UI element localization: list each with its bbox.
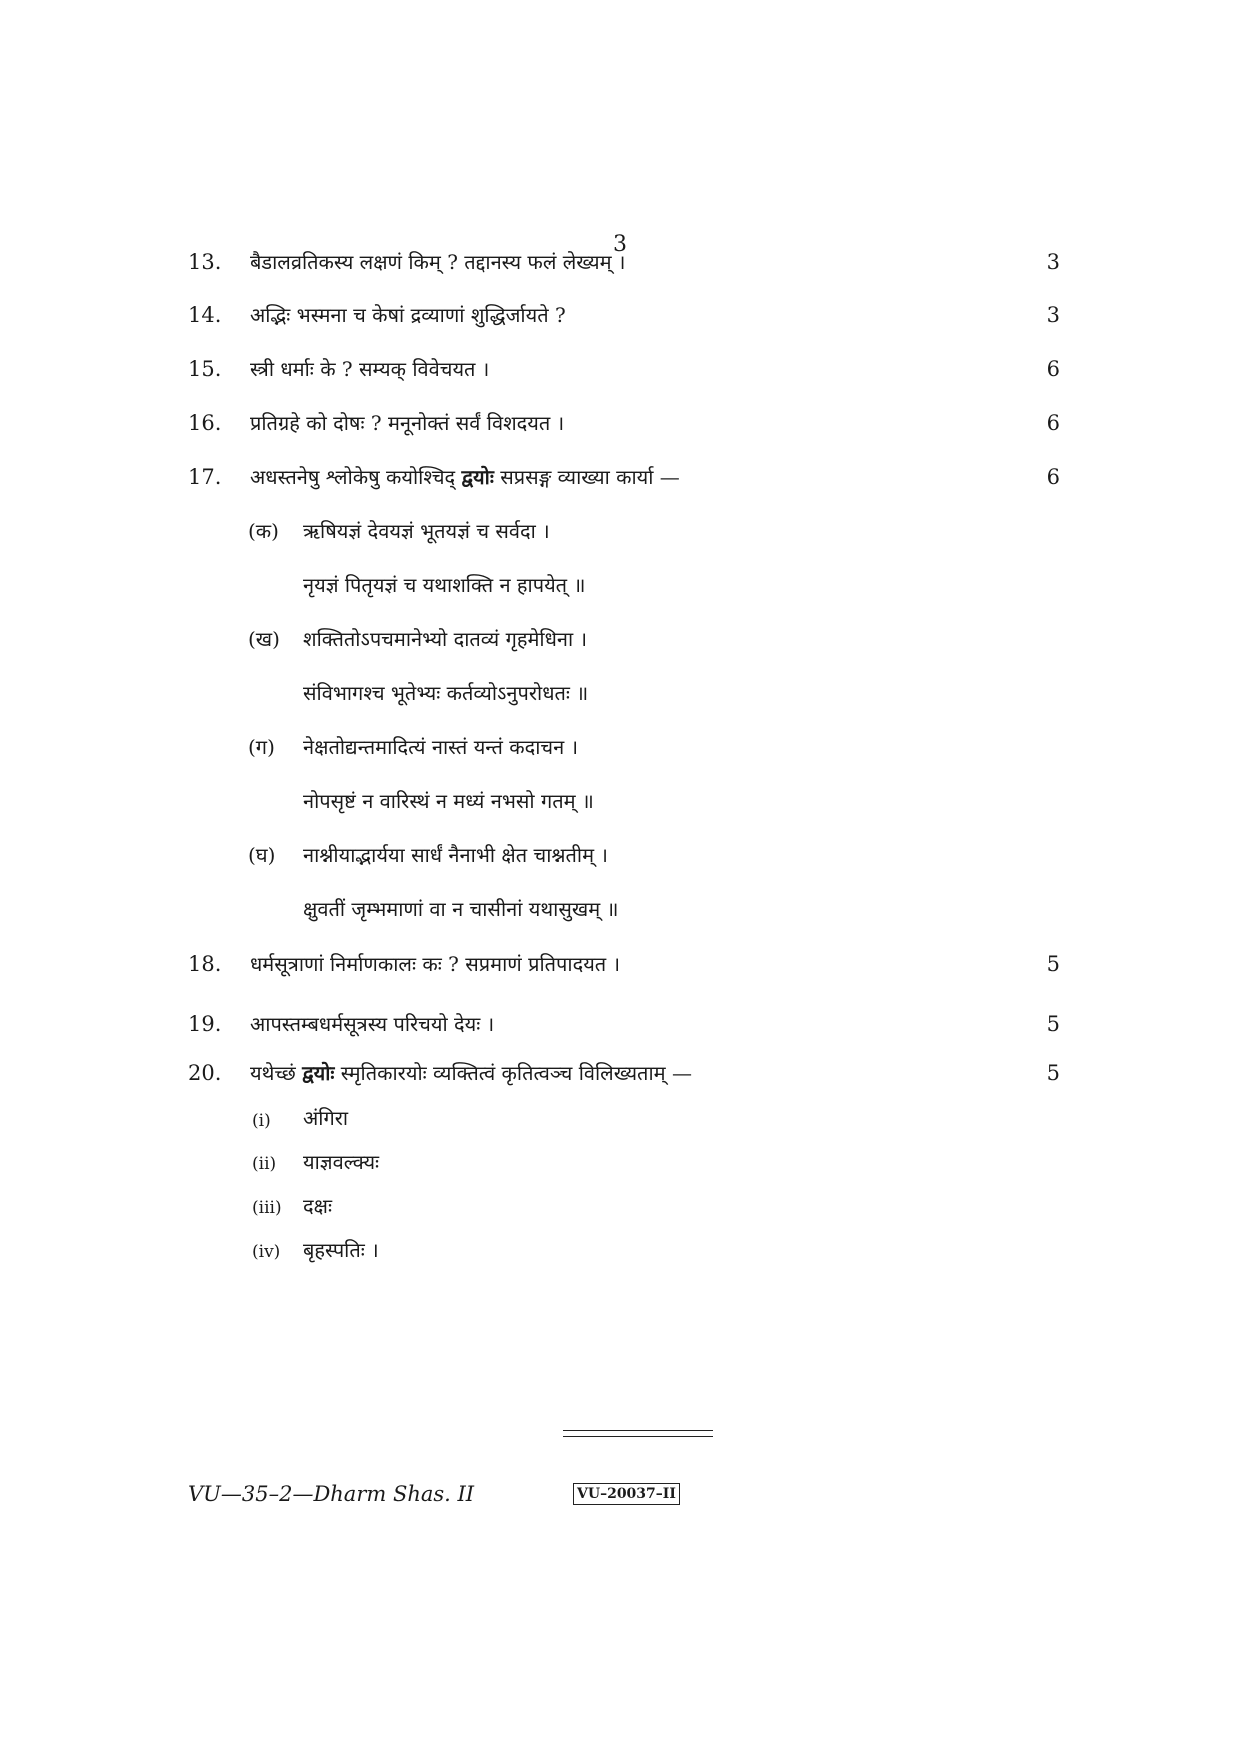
verse-label: (ख): [248, 627, 280, 651]
question-text-part: यथेच्छं: [250, 1061, 303, 1085]
question-text: धर्मसूत्राणां निर्माणकालः कः ? सप्रमाणं प्रतिपादयत ।: [250, 952, 621, 976]
option-label: (i): [252, 1111, 271, 1131]
question-marks: 6: [1046, 411, 1060, 435]
verse-label: (ग): [248, 735, 275, 759]
option-text: बृहस्पतिः ।: [303, 1238, 379, 1262]
question-marks: 3: [1046, 303, 1060, 327]
question-text-bold: द्वयोः: [302, 1061, 335, 1085]
option-text: दक्षः: [303, 1194, 332, 1218]
question-number: 20.: [188, 1061, 222, 1085]
question-text: प्रतिग्रहे को दोषः ? मनूनोक्तं सर्वं विशदयत ।: [250, 411, 565, 435]
option-label: (ii): [252, 1154, 277, 1174]
question-text-part: स्मृतिकारयोः व्यक्तित्वं कृतित्वञ्च विलिख्यताम् —: [334, 1061, 692, 1085]
verse-line: शक्तितोऽपचमानेभ्यो दातव्यं गृहमेधिना ।: [303, 627, 588, 651]
end-of-paper-rule: [563, 1430, 713, 1437]
question-marks: 5: [1046, 952, 1060, 976]
page-number: 3: [613, 232, 627, 257]
option-text: याज्ञवल्क्यः: [303, 1150, 380, 1174]
question-number: 19.: [188, 1012, 222, 1036]
verse-line: ऋषियज्ञं देवयज्ञं भूतयज्ञं च सर्वदा ।: [303, 519, 550, 543]
question-marks: 6: [1046, 465, 1060, 489]
question-text: स्त्री धर्माः के ? सम्यक् विवेचयत ।: [250, 357, 490, 381]
question-text-part: सप्रसङ्ग व्याख्या कार्या —: [493, 465, 680, 489]
option-label: (iv): [252, 1242, 281, 1262]
question-text-bold: द्वयोः: [461, 465, 494, 489]
verse-label: (क): [248, 519, 279, 543]
verse-line: नृयज्ञं पितृयज्ञं च यथाशक्ति न हापयेत् ॥: [303, 573, 586, 597]
question-text: [250, 1059, 1020, 1087]
question-text: अद्भिः भस्मना च केषां द्रव्याणां शुद्धिर्जायते ?: [250, 303, 566, 327]
question-text: बैडालव्रतिकस्य लक्षणं किम् ? तद्दानस्य फलं लेख्यम् ।: [250, 250, 626, 274]
question-marks: 5: [1046, 1061, 1060, 1085]
paper-code: VU—35–2—Dharm Shas. II: [188, 1482, 475, 1506]
question-number: 15.: [188, 357, 222, 381]
question-marks: 6: [1046, 357, 1060, 381]
verse-line: संविभागश्च भूतेभ्यः कर्तव्योऽनुपरोधतः ॥: [303, 681, 589, 705]
question-marks: 5: [1046, 1012, 1060, 1036]
verse-line: नोपसृष्टं न वारिस्थं न मध्यं नभसो गतम् ॥: [303, 789, 594, 813]
verse-line: नाश्नीयाद्भार्यया सार्धं नैनाभी क्षेत चाश्नतीम् ।: [303, 843, 609, 867]
question-number: 17.: [188, 465, 222, 489]
verse-line: क्षुवतीं जृम्भमाणां वा न चासीनां यथासुखम् ॥: [303, 897, 619, 921]
question-text-part: अधस्तनेषु श्लोकेषु कयोश्चिद्: [250, 465, 462, 489]
question-text: आपस्तम्बधर्मसूत्रस्य परिचयो देयः ।: [250, 1012, 495, 1036]
verse-line: नेक्षतोद्यन्तमादित्यं नास्तं यन्तं कदाचन ।: [303, 735, 579, 759]
option-label: (iii): [252, 1198, 282, 1218]
paper-id-box: VU–20037–II: [573, 1483, 680, 1505]
question-number: 14.: [188, 303, 222, 327]
verse-label: (घ): [248, 843, 276, 867]
question-number: 18.: [188, 952, 222, 976]
question-marks: 3: [1046, 250, 1060, 274]
question-number: 16.: [188, 411, 222, 435]
question-number: 13.: [188, 250, 222, 274]
question-text: [250, 463, 1020, 491]
option-text: अंगिरा: [303, 1106, 349, 1130]
